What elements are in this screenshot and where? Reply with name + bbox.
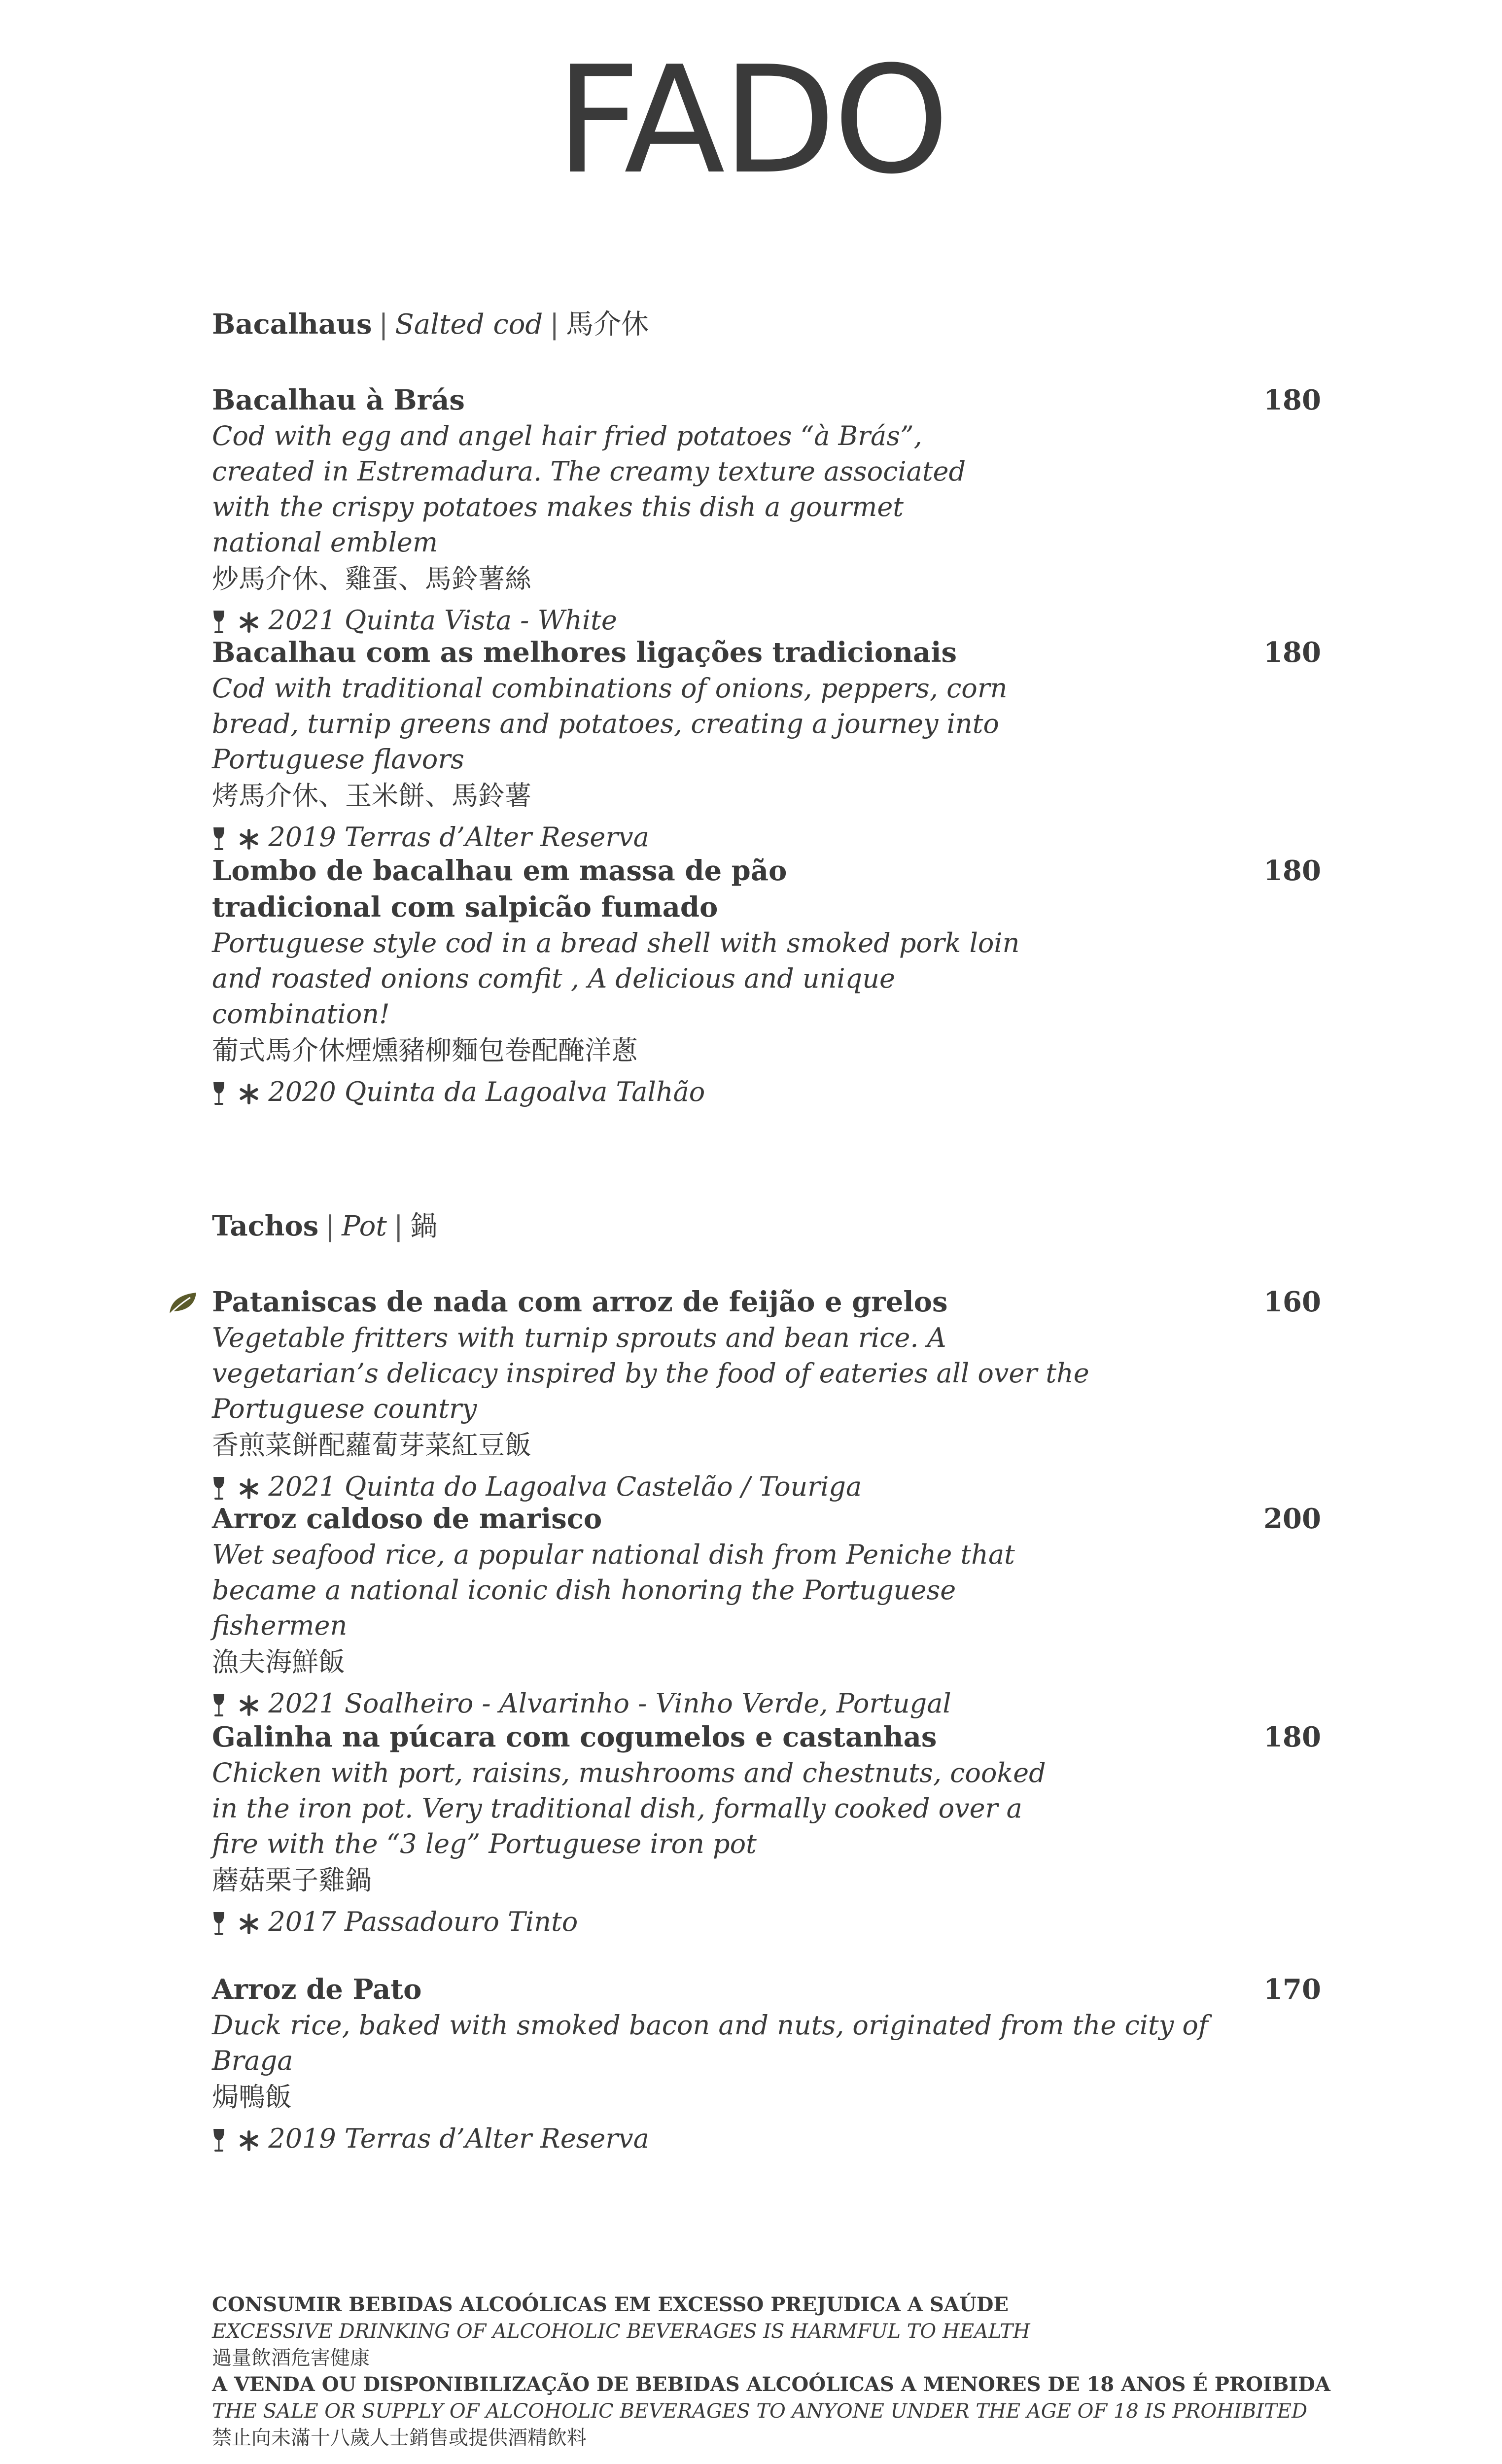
wine-glass-icon bbox=[212, 1081, 226, 1107]
wine-name: 2021 Soalheiro - Alvarinho - Vinho Verde, Portugal bbox=[268, 1688, 951, 1719]
menu-item-bacalhau-a-bras bbox=[212, 382, 1321, 638]
warning-minors-en: THE SALE OR SUPPLY OF ALCOHOLIC BEVERAGES TO ANYONE UNDER THE AGE OF 18 IS PROHIBITED bbox=[212, 2400, 1308, 2423]
item-wine-pairing bbox=[212, 1904, 1321, 1940]
wine-name: 2020 Quinta da Lagoalva Talhão bbox=[268, 1076, 705, 1107]
item-description: Duck rice, baked with smoked bacon and nuts, originated from the city of Braga bbox=[212, 2010, 1208, 2076]
item-price: 200 bbox=[1263, 1503, 1321, 1535]
alcohol-warnings bbox=[212, 2292, 1346, 2451]
section-title-zh: 鍋 bbox=[410, 1210, 438, 1242]
title-separator: | bbox=[393, 1210, 403, 1242]
item-price: 170 bbox=[1263, 1973, 1321, 2006]
item-name: Bacalhau à Brás bbox=[212, 384, 465, 416]
item-name: Lombo de bacalhau em massa de pão tradicional com salpicão fumado bbox=[212, 855, 787, 924]
item-chinese-name: 葡式馬介休煙燻豬柳麵包卷配醃洋蔥 bbox=[212, 1035, 638, 1066]
item-description: Vegetable fritters with turnip sprouts and bean rice. A vegetarian’s delicacy inspired by the food of eateries all over the Portuguese country bbox=[212, 1322, 1089, 1424]
item-wine-pairing bbox=[212, 820, 1321, 855]
item-name: Arroz de Pato bbox=[212, 1973, 422, 2006]
item-description: Cod with traditional combinations of onions, peppers, corn bread, turnip greens and potatoes, creating a journey into Portuguese flavors bbox=[212, 673, 1008, 775]
wine-glass-icon bbox=[212, 1476, 226, 1502]
title-separator: | bbox=[379, 308, 388, 341]
title-separator: | bbox=[325, 1210, 335, 1242]
warning-minors-pt: A VENDA OU DISPONIBILIZAÇÃO DE BEBIDAS ALCOÓLICAS A MENORES DE 18 ANOS É PROIBIDA bbox=[212, 2373, 1330, 2396]
wine-glass-icon bbox=[212, 2128, 226, 2154]
item-chinese-name: 烤馬介休、玉米餅、馬鈴薯 bbox=[212, 780, 531, 811]
section-title-en: Salted cod bbox=[395, 308, 543, 341]
wine-name: 2021 Quinta do Lagoalva Castelão / Touriga bbox=[268, 1471, 862, 1502]
section-title-pt: Bacalhaus bbox=[212, 308, 372, 341]
warning-line-en: EXCESSIVE DRINKING OF ALCOHOLIC BEVERAGES IS HARMFUL TO HEALTH bbox=[212, 2320, 1030, 2343]
item-wine-pairing bbox=[212, 1074, 1321, 1110]
item-name: Galinha na púcara com cogumelos e castanhas bbox=[212, 1721, 937, 1753]
asterisk-icon bbox=[238, 1695, 260, 1716]
item-price: 180 bbox=[1263, 855, 1321, 887]
item-name: Pataniscas de nada com arroz de feijão e grelos bbox=[212, 1286, 948, 1318]
item-name: Bacalhau com as melhores ligações tradicionais bbox=[212, 636, 957, 669]
warning-minors-zh: 禁止向未滿十八歲人士銷售或提供酒精飲料 bbox=[212, 2427, 587, 2449]
wine-glass-icon bbox=[212, 1693, 226, 1718]
menu-item-bacalhau-ligacoes bbox=[212, 634, 1321, 855]
section-title-bacalhaus bbox=[212, 308, 649, 341]
asterisk-icon bbox=[238, 1083, 260, 1105]
wine-name: 2021 Quinta Vista - White bbox=[268, 605, 617, 636]
restaurant-title: FADO bbox=[555, 34, 947, 206]
wine-name: 2019 Terras d’Alter Reserva bbox=[268, 821, 649, 853]
section-title-zh: 馬介休 bbox=[566, 308, 649, 341]
asterisk-icon bbox=[238, 828, 260, 850]
item-wine-pairing bbox=[212, 2121, 1321, 2156]
warning-line-zh: 過量飲酒危害健康 bbox=[212, 2347, 370, 2369]
item-name: Arroz caldoso de marisco bbox=[212, 1503, 602, 1535]
title-separator: | bbox=[550, 308, 559, 341]
section-title-en: Pot bbox=[342, 1210, 387, 1242]
menu-item-arroz-caldoso bbox=[212, 1501, 1321, 1721]
wine-glass-icon bbox=[212, 826, 226, 852]
asterisk-icon bbox=[238, 2130, 260, 2152]
asterisk-icon bbox=[238, 1478, 260, 1500]
section-title-pt: Tachos bbox=[212, 1210, 319, 1242]
wine-glass-icon bbox=[212, 1911, 226, 1937]
menu-item-arroz-de-pato bbox=[212, 1971, 1321, 2156]
item-price: 160 bbox=[1263, 1286, 1321, 1318]
item-description: Wet seafood rice, a popular national dish from Peniche that became a national iconic dish honoring the Portuguese fishermen bbox=[212, 1539, 1015, 1641]
item-chinese-name: 漁夫海鮮飯 bbox=[212, 1646, 345, 1677]
item-wine-pairing bbox=[212, 1686, 1321, 1721]
item-wine-pairing bbox=[212, 603, 1321, 638]
item-chinese-name: 焗鴨飯 bbox=[212, 2082, 292, 2113]
item-description: Portuguese style cod in a bread shell with smoked pork loin and roasted onions comfit , A delicious and unique combination! bbox=[212, 927, 1020, 1029]
warning-line-pt: CONSUMIR BEBIDAS ALCOÓLICAS EM EXCESSO PREJUDICA A SAÚDE bbox=[212, 2293, 1009, 2316]
wine-glass-icon bbox=[212, 610, 226, 635]
item-chinese-name: 蘑菇栗子雞鍋 bbox=[212, 1865, 372, 1896]
wine-name: 2017 Passadouro Tinto bbox=[268, 1906, 578, 1937]
item-description: Cod with egg and angel hair fried potatoes “à Brás”, created in Estremadura. The creamy texture associated with the crispy potatoes makes this dish a gourmet national emblem bbox=[212, 420, 966, 558]
asterisk-icon bbox=[238, 612, 260, 633]
section-title-tachos bbox=[212, 1210, 438, 1243]
leaf-icon bbox=[168, 1291, 199, 1316]
menu-item-lombo-de-bacalhau bbox=[212, 853, 1321, 1110]
item-chinese-name: 炒馬介休、雞蛋、馬鈴薯絲 bbox=[212, 563, 531, 594]
item-wine-pairing bbox=[212, 1469, 1321, 1505]
item-price: 180 bbox=[1263, 384, 1321, 416]
item-price: 180 bbox=[1263, 636, 1321, 669]
menu-item-galinha-na-pucara bbox=[212, 1719, 1321, 1940]
menu-item-pataniscas bbox=[212, 1284, 1321, 1505]
wine-name: 2019 Terras d’Alter Reserva bbox=[268, 2123, 649, 2154]
asterisk-icon bbox=[238, 1913, 260, 1935]
item-chinese-name: 香煎菜餅配蘿蔔芽菜紅豆飯 bbox=[212, 1430, 531, 1461]
item-price: 180 bbox=[1263, 1721, 1321, 1753]
item-description: Chicken with port, raisins, mushrooms and chestnuts, cooked in the iron pot. Very traditional dish, formally cooked over a fire with the “3 leg” Portuguese iron pot bbox=[212, 1757, 1046, 1859]
